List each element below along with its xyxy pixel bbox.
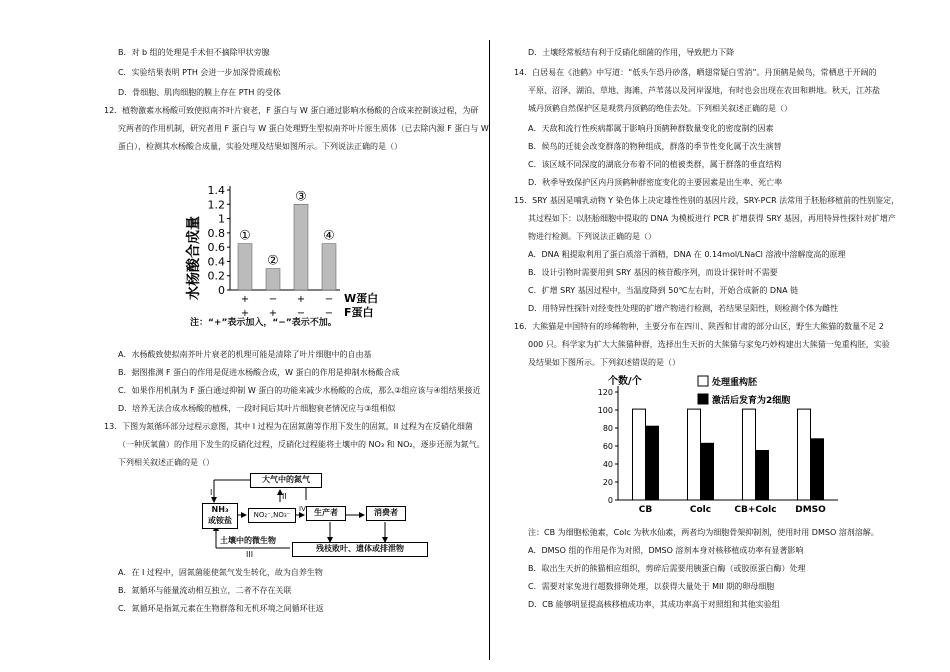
chart1-y-tick-label: 0.8	[207, 226, 225, 240]
node-consumer: 消费者	[366, 506, 406, 521]
q16-option-c: C．需要对家兔进行超数排卵处理，以获得大量处于 MII 期的卵母细胞	[528, 582, 775, 591]
chart2-y-tick-label: 60	[602, 442, 613, 451]
chart2-bar	[811, 439, 824, 500]
q14-stem-1: 14．白居易在《池鹤》中写道：“低头乍恐丹砂落，晒翅常疑白雪消”。丹顶鹤是候鸟，常栖息于开阔的	[514, 68, 877, 77]
q15-stem-1: 15．SRY 基因是哺乳动物 Y 染色体上决定雄性性别的基因片段，SRY-PCR 法常用于胚胎移植前的性别鉴定，	[514, 196, 900, 205]
chart1-y-tick-label: 0.4	[207, 255, 225, 269]
q16-stem-2: 000 只。科学家为扩大大熊猫种群，选择出生天折的大熊猫与家兔巧妙构建出大熊猫一兔重构胚，实验	[528, 340, 890, 349]
node-residue: 残枝败叶、遗体或排泄物	[292, 542, 428, 557]
q16-option-d: D．CB 能够明显提高核移植成功率，其成功率高于对照组和其他实验组	[528, 600, 780, 609]
q12-option-b: B．据图推测 F 蛋白的作用是促进水杨酸合成，W 蛋白的作用是抑制水杨酸合成	[118, 368, 400, 377]
q13-option-a: A．在 I 过程中，固氮菌能使氮气发生转化，故为自养生物	[118, 568, 323, 577]
q16-stem-3: 及结果如下图所示。下列叙述错误的是（）	[528, 358, 680, 367]
q14-option-d: D．秋季导致保护区内丹顶鹤种群密度变化的主要因素是出生率、死亡率	[528, 178, 783, 187]
chart1-row-label-f: F蛋白	[344, 306, 374, 319]
chart2-bar	[688, 409, 701, 500]
chart2-bar	[756, 451, 769, 501]
chart1-row-f-sign: +	[296, 294, 306, 305]
chart2-y-tick-label: 80	[602, 424, 613, 433]
q14-stem-2: 平原、沼泽、湖泊、草地、海滩、芦苇荡以及河岸湿地，有时也会出现在农田和耕地。秋天，江苏盐	[528, 86, 880, 95]
chart2-y-tick-label: 100	[597, 406, 613, 415]
chart1-bar-label: ②	[267, 253, 279, 269]
q12-option-d: D．培养无法合成水杨酸的植株，一段时间后其叶片细胞衰老情况应与③组相似	[118, 404, 396, 413]
chart1-y-tick-label: 0.6	[207, 241, 225, 255]
chart2-legend-label: 激活后发育为2细胞	[712, 396, 791, 406]
chart1-y-tick-label: 0.2	[207, 269, 225, 283]
node-ammonia-line1: NH₃	[211, 505, 229, 514]
q15-option-b: B．设计引物时需要用到 SRY 基因的核苷酸序列，而设计探针时不需要	[528, 268, 778, 277]
q16-option-b: B．取出生天折的熊猫相应组织，剪碎后需要用胰蛋白酶（或胶原蛋白酶）处理	[528, 564, 806, 573]
q13-stem-1: 13．下图为氮循环部分过程示意图，其中 I 过程为在固氮菌等作用下发生的固氮，II 过程为在反硝化细菌	[104, 422, 473, 431]
q14-stem-3: 城丹顶鹤自然保护区是观赏丹顶鹤的绝佳去处。下列相关叙述正确的是（）	[528, 104, 792, 113]
q16-option-a: A．DMSO 组的作用是作为对照，DMSO 溶剂本身对核移植成功率有显著影响	[528, 546, 804, 555]
chart1-row-f-sign: −	[324, 294, 334, 305]
chart1-y-tick-label: 1.2	[207, 198, 225, 212]
q13-option-d: D．土壤经常板结有利于反硝化细菌的作用，导致肥力下降	[528, 48, 735, 57]
q13-option-b: B．氮循环与能量流动相互独立，二者不存在关联	[118, 586, 292, 595]
chart2-legend-swatch	[698, 376, 708, 386]
chart1-bar-label: ①	[239, 228, 251, 244]
q15-stem-2: 其过程如下：以胚胎细胞中提取的 DNA 为模板进行 PCR 扩增获得 SRY 基因，再用特异性探针对扩增产	[528, 214, 896, 223]
embryo-development-chart	[580, 372, 850, 522]
q14-option-a: A．天敌和流行性疾病都属于影响丹顶鹤种群数量变化的密度制约因素	[528, 124, 774, 133]
chart2-x-tick-label: DMSO	[795, 505, 826, 515]
chart2-bar	[701, 443, 714, 500]
chart2-y-tick-label: 120	[597, 388, 613, 397]
chart1-y-axis-label: 水杨酸合成量	[186, 216, 202, 300]
q11-option-d: D．骨细胞、肌肉细胞的膜上存在 PTH 的受体	[118, 88, 281, 97]
chart2-x-tick-label: Colc	[689, 505, 712, 515]
node-producer: 生产者	[306, 506, 346, 521]
nitrogen-cycle-diagram	[200, 470, 430, 560]
q13-stem-3: 下列相关叙述正确的是（）	[118, 458, 214, 467]
q16-stem-1: 16．大熊猫是中国特有的珍稀物种，主要分布在四川、陕西和甘肃的部分山区，野生大熊猫的数量不足 2	[514, 322, 884, 331]
chart1-bar	[294, 204, 308, 290]
q14-option-c: C．该区域不同深度的湖底分布着不同的植被类群，属于群落的垂直结构	[528, 160, 782, 169]
chart2-y-tick-label: 40	[602, 460, 613, 469]
node-nitrite-nitrate: NO₂⁻,NO₃⁻	[248, 508, 296, 523]
label-process-I: I	[210, 488, 213, 497]
chart1-row-f-sign: +	[240, 294, 250, 305]
q15-stem-3: 物进行检测。下列说法正确的是（）	[528, 232, 656, 241]
chart2-bar	[743, 409, 756, 500]
node-ammonia-line2: 或铵盐	[208, 516, 232, 525]
chart1-row-w-sign: +	[240, 308, 250, 319]
chart2-legend-label: 处理重构胚	[712, 378, 758, 388]
q16-note: 注：CB 为细胞松弛素，Colc 为秋水仙素，两者均为细胞骨架抑制剂，使用时用 DMSO 溶剂溶解。	[528, 528, 879, 537]
chart1-y-tick-label: 1.4	[207, 184, 225, 197]
chart2-x-tick-label: CB	[638, 505, 653, 515]
salicylic-acid-chart	[180, 178, 440, 338]
column-divider	[489, 40, 490, 660]
q11-option-c: C．实验结果表明 PTH 会进一步加深骨质疏松	[118, 68, 281, 77]
chart1-bar-label: ④	[323, 228, 335, 244]
q12-stem-2: 究两者的作用机制，研究者用 F 蛋白与 W 蛋白处理野生型拟南芥叶片原生质体（已去除内源 F 蛋白与 W	[118, 124, 489, 133]
node-soil-microbes: 土壤中的微生物	[220, 536, 276, 545]
node-atmospheric-nitrogen: 大气中的氮气	[250, 473, 322, 488]
label-process-IV: IV	[299, 505, 306, 513]
q12-stem-1: 12．植物激素水杨酸可致使拟南芥叶片衰老，F 蛋白与 W 蛋白通过影响水杨酸的合成来控制该过程，为研	[104, 106, 479, 115]
label-process-II: II	[282, 492, 287, 501]
q12-option-a: A．水杨酸致使拟南芥叶片衰老的机理可能是清除了叶片细胞中的自由基	[118, 350, 372, 359]
chart1-row-w-sign: −	[296, 308, 306, 319]
chart2-legend-swatch	[698, 394, 708, 404]
q11-option-b: B．对 b 组的处理是手术但不摘除甲状旁腺	[118, 48, 270, 57]
chart1-y-tick-label: 0	[218, 284, 225, 297]
chart2-y-axis-label: 个数/个	[608, 376, 642, 387]
chart1-row-w-sign: −	[324, 308, 334, 319]
chart1-bar-label: ③	[295, 189, 307, 205]
chart1-bar	[266, 269, 280, 290]
chart1-note: 注：“+”表示加入，“−”表示不加。	[190, 318, 337, 328]
chart1-y-tick-label: 1	[218, 212, 225, 226]
q13-stem-2: （一种厌氧菌）的作用下发生的反硝化过程，反硝化过程能将土壤中的 NO₃ 和 NO₂，逐步还原为氮气。	[118, 440, 485, 449]
label-process-III: III	[246, 550, 254, 559]
q15-option-a: A．DNA 粗提取利用了蛋白质溶于酒精，DNA 在 0.14mol/LNaCl 溶液中溶解度高的原理	[528, 250, 846, 259]
chart1-row-label-w: W蛋白	[344, 292, 379, 305]
chart1-row-w-sign: +	[268, 308, 278, 319]
node-ammonia	[202, 503, 238, 529]
chart1-bar	[238, 244, 252, 290]
q15-option-c: C．扩增 SRY 基因过程中，当温度降到 50℃左右时，开始合成新的 DNA 链	[528, 286, 799, 295]
q12-option-c: C．如果作用机制为 F 蛋白通过抑制 W 蛋白的功能来减少水杨酸的合成，那么②组应该与④组结果接近	[118, 386, 481, 395]
q13-option-c: C．氮循环是指氮元素在生物群落和无机环境之间循环往返	[118, 604, 324, 613]
q15-option-d: D．用特异性探针对经变性处理的扩增产物进行检测，若结果呈阳性，则检测个体为雌性	[528, 304, 839, 313]
q14-option-b: B．候鸟的迁徙会改变群落的物种组成，群落的季节性变化属于次生演替	[528, 142, 782, 151]
chart2-bar	[798, 409, 811, 500]
chart1-row-f-sign: −	[268, 294, 278, 305]
chart2-y-tick-label: 20	[602, 478, 613, 487]
chart2-bar	[633, 409, 646, 500]
chart2-x-tick-label: CB+Colc	[734, 505, 777, 515]
chart2-bar	[646, 426, 659, 500]
chart2-y-tick-label: 0	[607, 496, 613, 505]
q12-stem-3: 蛋白），检测其水杨酸合成量，实验处理及结果如图所示。下列说法正确的是（）	[118, 142, 402, 151]
chart1-bar	[322, 244, 336, 290]
